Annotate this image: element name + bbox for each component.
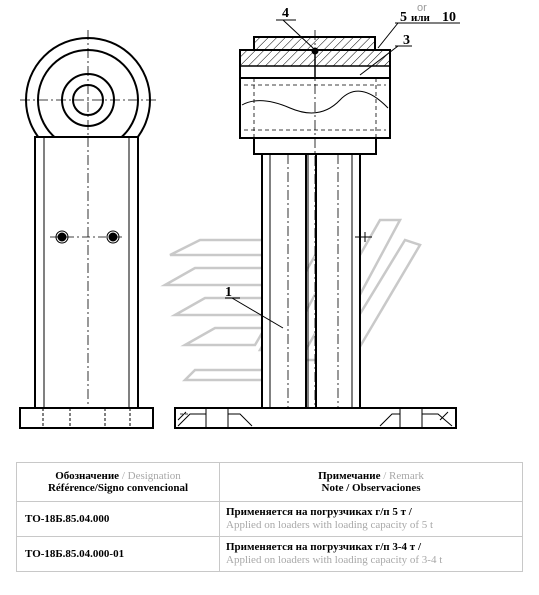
label-part-5: 5 — [400, 10, 407, 25]
table-header-row — [17, 463, 523, 502]
label-part-1: 1 — [225, 285, 232, 300]
label-part-3: 3 — [403, 33, 410, 48]
label-part-10: 10 — [442, 10, 456, 25]
table-row — [17, 502, 523, 537]
specification-table — [16, 462, 523, 572]
left-view — [20, 30, 158, 428]
label-or-ru: или — [411, 12, 430, 24]
label-or-en: or — [417, 2, 427, 14]
header-remark: Примечание / Remark Note / Observaciones — [220, 463, 523, 502]
row-note: Применяется на погрузчиках г/п 5 т / Applied on loaders with loading capacity of 5 t — [220, 502, 523, 537]
row-code: ТО-18Б.85.04.000-01 — [17, 537, 220, 572]
row-code: ТО-18Б.85.04.000 — [17, 502, 220, 537]
right-view — [175, 30, 456, 428]
table-row — [17, 537, 523, 572]
header-designation: Обозначение / Designation Référence/Signo convencional — [17, 463, 220, 502]
row-note: Применяется на погрузчиках г/п 3-4 т / Applied on loaders with loading capacity of 3-4 t — [220, 537, 523, 572]
label-part-4: 4 — [282, 6, 289, 21]
